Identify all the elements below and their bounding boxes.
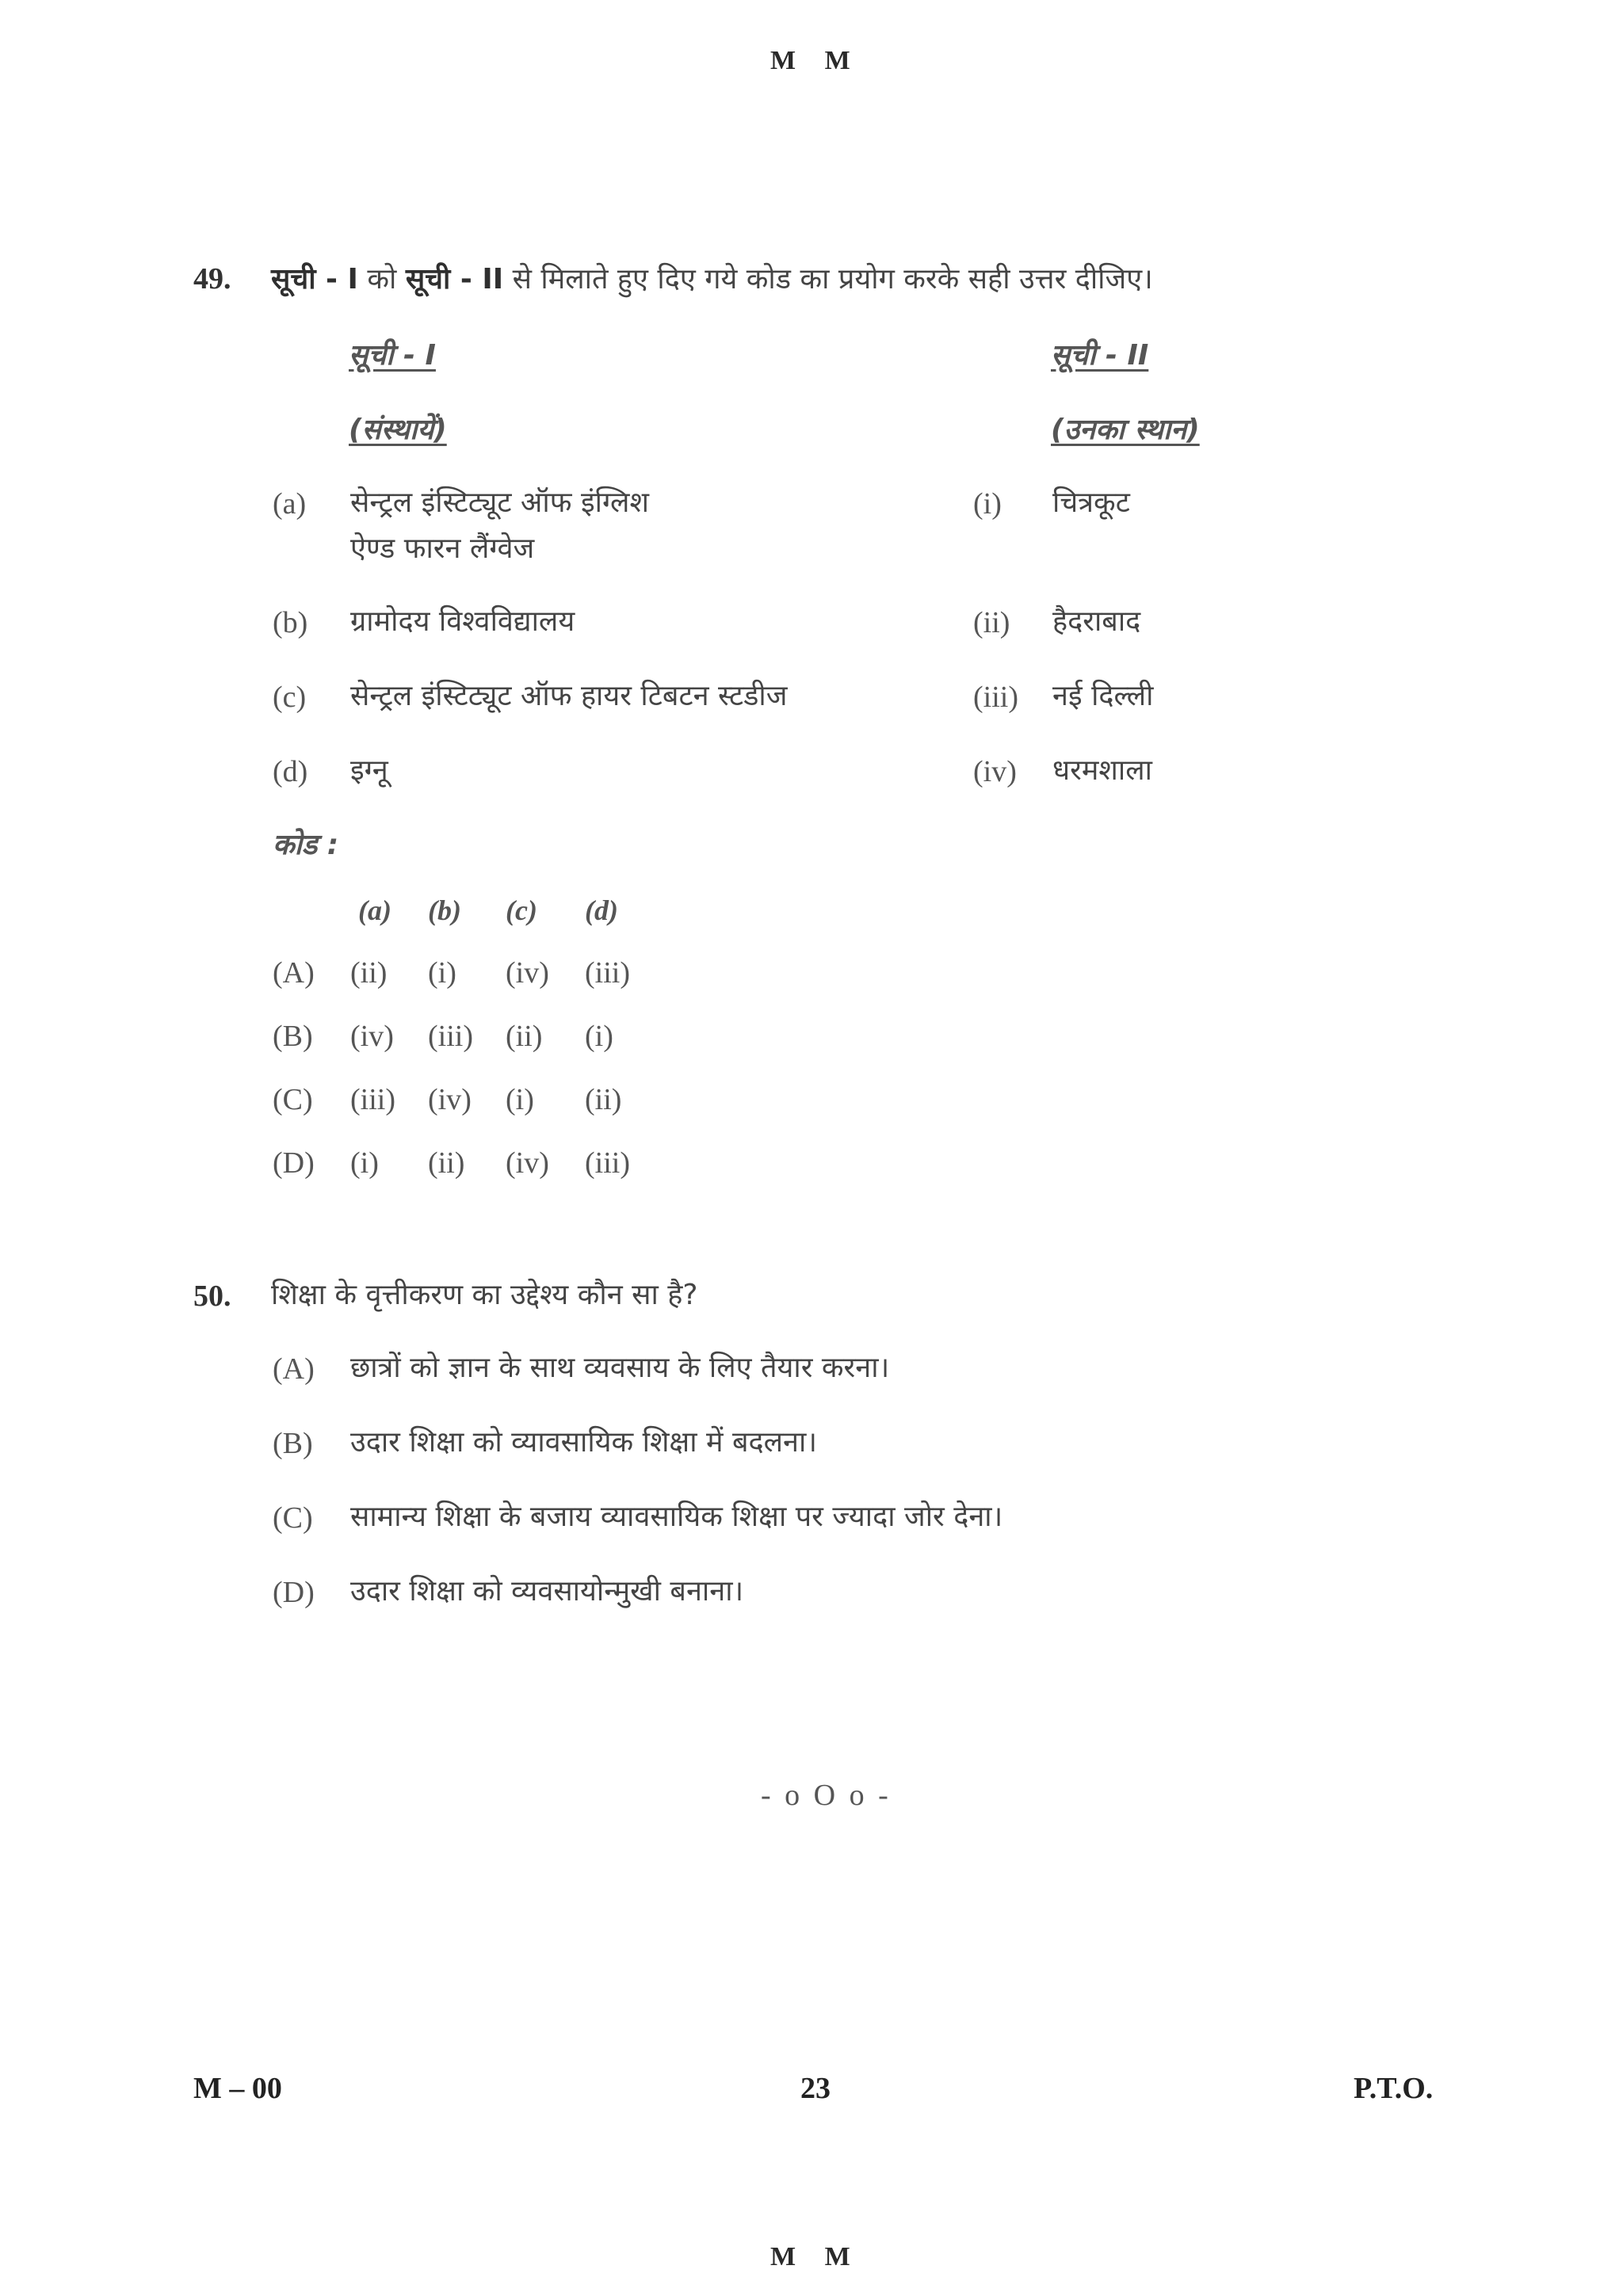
list2-item-label: (iii) bbox=[973, 681, 1018, 714]
question-number: 50. bbox=[193, 1280, 231, 1313]
code-cell: (i) bbox=[350, 1146, 379, 1180]
code-header: (b) bbox=[428, 894, 461, 926]
option-label: (B) bbox=[273, 1427, 313, 1460]
list1-item-label: (a) bbox=[273, 487, 307, 521]
option-text: छात्रों को ज्ञान के साथ व्यवसाय के लिए तैयार करना। bbox=[350, 1352, 890, 1384]
question-number: 49. bbox=[193, 262, 231, 296]
list2-title: सूची - II bbox=[1051, 339, 1149, 372]
list1-item-label: (d) bbox=[273, 755, 308, 788]
list2-item-label: (ii) bbox=[973, 606, 1010, 639]
code-cell: (ii) bbox=[585, 1083, 622, 1116]
code-header: (d) bbox=[585, 894, 618, 926]
list1-title: सूची - I bbox=[349, 339, 436, 372]
watermark-top: M M bbox=[770, 46, 861, 75]
list1-item-label: (c) bbox=[273, 681, 307, 714]
code-cell: (iv) bbox=[506, 1146, 549, 1180]
option-text: उदार शिक्षा को व्यावसायिक शिक्षा में बदलना। bbox=[350, 1426, 818, 1459]
list1-subtitle: (संस्थायें) bbox=[349, 414, 447, 446]
list1-item-text: सेन्ट्रल इंस्टिट्यूट ऑफ हायर टिबटन स्टडीज bbox=[350, 680, 788, 712]
list2-item-text: नई दिल्ली bbox=[1052, 680, 1154, 712]
code-cell: (i) bbox=[506, 1083, 534, 1116]
code-cell: (iv) bbox=[506, 956, 549, 990]
code-header: (c) bbox=[506, 894, 537, 926]
code-cell: (iii) bbox=[585, 1146, 630, 1180]
code-cell: (iii) bbox=[585, 956, 630, 990]
question-stem: शिक्षा के वृत्तीकरण का उद्देश्य कौन सा है? bbox=[271, 1279, 698, 1311]
list2-item-text: हैदराबाद bbox=[1052, 605, 1141, 638]
option-label: (C) bbox=[273, 1501, 313, 1535]
question-stem: सूची - I को सूची - II से मिलाते हुए दिए गये कोड का प्रयोग करके सही उत्तर दीजिए। bbox=[271, 263, 1153, 296]
list1-item-label: (b) bbox=[273, 606, 308, 639]
code-option-label: (B) bbox=[273, 1020, 313, 1053]
list1-item-text: सेन्ट्रल इंस्टिट्यूट ऑफ इंग्लिश bbox=[350, 486, 649, 519]
code-option-label: (C) bbox=[273, 1083, 313, 1116]
list2-item-label: (iv) bbox=[973, 755, 1017, 788]
code-cell: (iii) bbox=[428, 1020, 473, 1053]
code-header: (a) bbox=[358, 894, 391, 926]
code-label: कोड : bbox=[273, 829, 339, 861]
list1-item-text: ऐण्ड फारन लैंग्वेज bbox=[350, 532, 535, 565]
code-cell: (iv) bbox=[428, 1083, 472, 1116]
option-text: उदार शिक्षा को व्यवसायोन्मुखी बनाना। bbox=[350, 1575, 744, 1608]
list2-item-label: (i) bbox=[973, 487, 1002, 521]
list2-item-text: धरमशाला bbox=[1052, 754, 1152, 787]
code-cell: (iii) bbox=[350, 1083, 395, 1116]
code-option-label: (A) bbox=[273, 956, 315, 990]
option-label: (A) bbox=[273, 1352, 315, 1386]
code-cell: (i) bbox=[585, 1020, 613, 1053]
end-mark: - o O o - bbox=[761, 1779, 892, 1812]
list1-item-text: इग्नू bbox=[350, 754, 388, 787]
option-label: (D) bbox=[273, 1576, 315, 1609]
list2-item-text: चित्रकूट bbox=[1052, 486, 1130, 519]
list1-item-text: ग्रामोदय विश्वविद्यालय bbox=[350, 605, 575, 638]
option-text: सामान्य शिक्षा के बजाय व्यावसायिक शिक्षा पर ज्यादा जोर देना। bbox=[350, 1501, 1003, 1533]
code-cell: (ii) bbox=[428, 1146, 465, 1180]
watermark-bottom: M M bbox=[770, 2242, 861, 2271]
code-option-label: (D) bbox=[273, 1146, 315, 1180]
pto-label: P.T.O. bbox=[1354, 2072, 1434, 2105]
footer-code: M – 00 bbox=[193, 2072, 282, 2105]
page-number: 23 bbox=[800, 2072, 831, 2105]
list2-subtitle: (उनका स्थान) bbox=[1051, 414, 1200, 446]
code-cell: (ii) bbox=[350, 956, 388, 990]
code-cell: (ii) bbox=[506, 1020, 543, 1053]
code-cell: (i) bbox=[428, 956, 456, 990]
code-cell: (iv) bbox=[350, 1020, 394, 1053]
